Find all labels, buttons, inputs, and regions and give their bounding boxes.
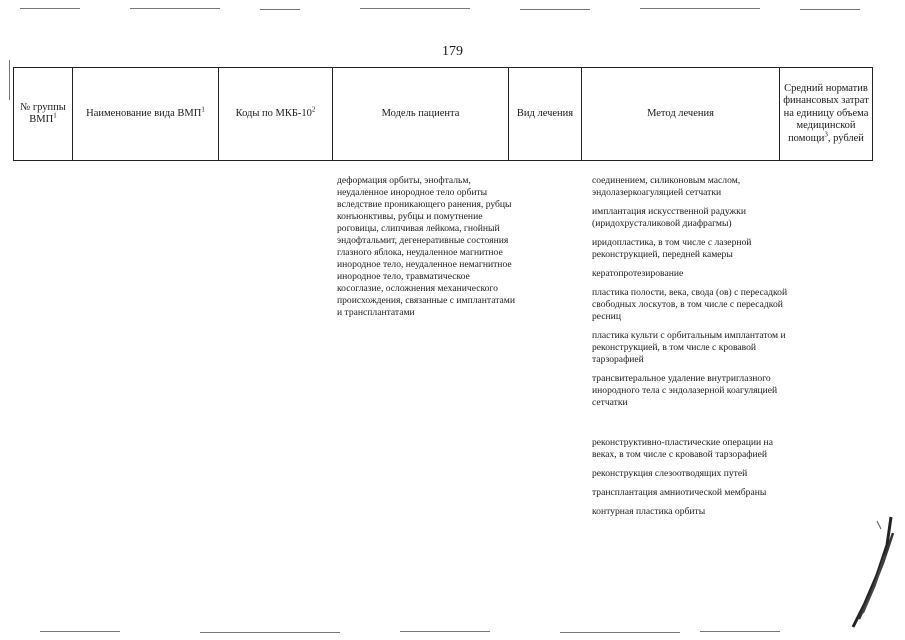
method-item: пластика полости, века, свода (ов) с пересадкой свободных лоскутов, в том числе с пересадкой ресниц: [592, 287, 788, 322]
method-item: иридопластика, в том числе с лазерной реконструкцией, передней камеры: [592, 237, 752, 260]
method-item: трансвитеральное удаление внутриглазного инородного тела с эндолазерной коагуляцией сетчатки: [592, 373, 778, 408]
page-number: 179: [442, 44, 463, 59]
header-group-number: № группы ВМП$^1$: [14, 68, 73, 161]
header-treatment-type: Вид лечения: [509, 68, 582, 161]
method-item: пластика культи с орбитальным имплантатом и реконструкцией, в том числе с кровавой тарзорафией: [592, 330, 786, 365]
table-header: [13, 67, 873, 161]
treatment-methods-list: [592, 175, 792, 525]
method-item: реконструктивно-пластические операции на веках, в том числе с кровавой тарзорафией: [592, 437, 773, 460]
patient-model-text: деформация орбиты, энофтальм, неудаленное инородное тело орбиты вследствие проникающего ранения, рубцы конъюнктивы, рубцы и помутнение роговицы, слипчивая лейкома, гнойный эндофтальмит, дегенеративные состояния глазного яблока, неудаленное магнитное инородное тело, неудаленное немагнитное инородное тело, травматическое косоглазие, осложнения механического происхождения, связанные с имплантатами и трансплантатами: [337, 175, 515, 318]
method-item: соединением, силиконовым маслом, эндолазеркоагуляцией сетчатки: [592, 175, 741, 198]
header-treatment-method: Метод лечения: [582, 68, 780, 161]
header-patient-model: Модель пациента: [333, 68, 509, 161]
method-item: кератопротезирование: [592, 268, 684, 279]
method-item: имплантация искусственной радужки (иридохрусталиковой диафрагмы): [592, 206, 746, 229]
method-item: реконструкция слезоотводящих путей: [592, 468, 748, 479]
method-item: контурная пластика орбиты: [592, 506, 706, 517]
header-vmp-name: Наименование вида ВМП$^1$: [73, 68, 219, 161]
header-icd-codes: Коды по МКБ-$10^2$: [219, 68, 333, 161]
method-item: трансплантация амниотической мембраны: [592, 487, 767, 498]
header-average-cost: Средний норматив финансовых затрат на единицу объема медицинской помощи$^3$, рублей: [780, 68, 873, 161]
pen-stroke-mark: [847, 515, 897, 630]
